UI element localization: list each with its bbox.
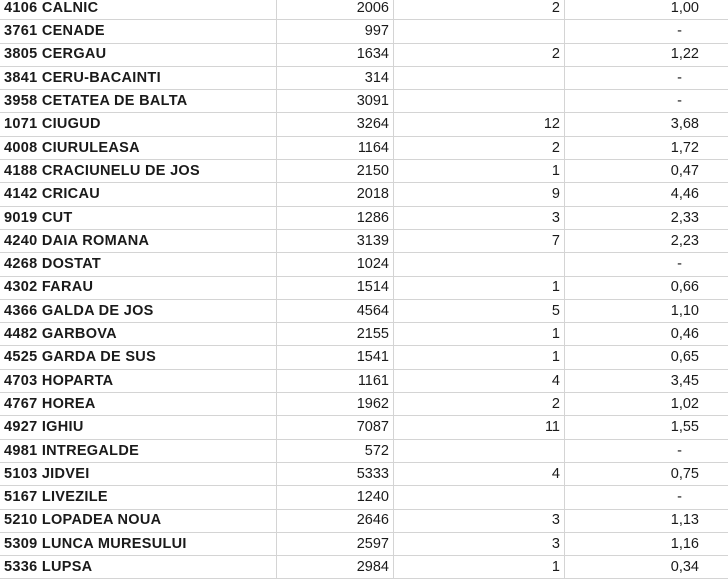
population-cell[interactable]: 1634 (277, 44, 394, 66)
locality-cell[interactable] (0, 0, 277, 19)
rate-cell[interactable]: 3,45 (670, 372, 699, 389)
locality-code: 4767 (4, 395, 38, 412)
table-row (0, 486, 728, 509)
locality-cell[interactable] (0, 416, 277, 438)
table-row (0, 393, 728, 416)
locality-cell[interactable] (0, 44, 277, 66)
table-row (0, 440, 728, 463)
cases-cell[interactable] (394, 440, 565, 462)
locality-cell[interactable] (0, 346, 277, 368)
population-cell[interactable]: 1514 (277, 277, 394, 299)
rate-cell[interactable]: 0,65 (670, 349, 699, 366)
locality-cell[interactable] (0, 486, 277, 508)
locality-cell[interactable] (0, 370, 277, 392)
table-row (0, 44, 728, 67)
rate-cell[interactable]: 1,16 (670, 535, 699, 552)
table-row (0, 370, 728, 393)
cases-cell[interactable]: 3 (394, 533, 565, 555)
locality-code: 5336 (4, 559, 38, 576)
locality-cell[interactable] (0, 393, 277, 415)
table-row (0, 230, 728, 253)
locality-name: CIURULEASA (41, 139, 140, 156)
locality-name: IGHIU (41, 419, 84, 436)
cases-cell[interactable]: 4 (394, 463, 565, 485)
rate-cell[interactable]: 0,66 (670, 279, 699, 296)
rate-cell[interactable]: 2,23 (670, 232, 699, 249)
rate-cell[interactable]: 0,47 (670, 162, 699, 179)
cases-cell[interactable]: 1 (394, 346, 565, 368)
cases-cell[interactable] (394, 253, 565, 275)
table-row (0, 183, 728, 206)
rate-cell[interactable]: 1,72 (670, 139, 699, 156)
locality-name: LUPSA (41, 559, 93, 576)
locality-code: 4525 (4, 349, 38, 366)
population-cell[interactable]: 2984 (277, 556, 394, 578)
locality-name: LOPADEA NOUA (41, 512, 162, 529)
locality-cell[interactable] (0, 67, 277, 89)
locality-cell[interactable] (0, 113, 277, 135)
locality-cell[interactable] (0, 277, 277, 299)
cases-cell[interactable]: 1 (394, 160, 565, 182)
locality-name: LUNCA MURESULUI (41, 535, 187, 552)
locality-name: CENADE (41, 23, 105, 40)
population-cell[interactable]: 1286 (277, 207, 394, 229)
locality-code: 9019 (4, 209, 38, 226)
locality-code: 4106 (4, 0, 38, 16)
cases-cell[interactable]: 3 (394, 207, 565, 229)
rate-cell[interactable]: - (677, 69, 682, 86)
cases-cell[interactable]: 4 (394, 370, 565, 392)
population-cell[interactable]: 997 (277, 20, 394, 42)
cases-cell[interactable]: 1 (394, 556, 565, 578)
cases-cell[interactable]: 2 (394, 393, 565, 415)
cases-cell[interactable]: 1 (394, 277, 565, 299)
table-row (0, 90, 728, 113)
locality-cell[interactable] (0, 510, 277, 532)
population-cell[interactable]: 1024 (277, 253, 394, 275)
population-cell[interactable]: 3091 (277, 90, 394, 112)
table-row (0, 67, 728, 90)
locality-name: JIDVEI (41, 465, 90, 482)
locality-name: CALNIC (41, 0, 99, 16)
cases-cell[interactable]: 11 (394, 416, 565, 438)
locality-cell[interactable] (0, 20, 277, 42)
population-cell[interactable]: 572 (277, 440, 394, 462)
population-cell[interactable]: 1164 (277, 137, 394, 159)
rate-cell[interactable]: 0,75 (670, 465, 699, 482)
locality-name: CERU-BACAINTI (41, 69, 161, 86)
table-row (0, 277, 728, 300)
population-cell[interactable]: 3264 (277, 113, 394, 135)
cases-cell[interactable] (394, 486, 565, 508)
table-row (0, 416, 728, 439)
cases-cell[interactable] (394, 67, 565, 89)
locality-code: 4981 (4, 442, 38, 459)
locality-cell[interactable] (0, 137, 277, 159)
table-row (0, 113, 728, 136)
locality-name: CERGAU (41, 46, 107, 63)
table-row (0, 207, 728, 230)
locality-name: DAIA ROMANA (41, 232, 150, 249)
table-row (0, 533, 728, 556)
table-row (0, 300, 728, 323)
rate-cell[interactable]: - (677, 23, 682, 40)
population-cell[interactable]: 2646 (277, 510, 394, 532)
locality-name: GALDA DE JOS (41, 302, 154, 319)
table-row (0, 20, 728, 43)
cases-cell[interactable]: 9 (394, 183, 565, 205)
locality-cell[interactable] (0, 230, 277, 252)
population-cell[interactable]: 5333 (277, 463, 394, 485)
locality-code: 4188 (4, 162, 38, 179)
population-cell[interactable]: 2155 (277, 323, 394, 345)
rate-cell[interactable]: 1,00 (670, 0, 699, 16)
population-cell[interactable]: 7087 (277, 416, 394, 438)
rate-cell[interactable]: - (677, 489, 682, 506)
rate-cell[interactable]: 1,10 (670, 302, 699, 319)
cases-cell[interactable]: 3 (394, 510, 565, 532)
locality-name: LIVEZILE (41, 489, 108, 506)
locality-cell[interactable] (0, 160, 277, 182)
rate-cell[interactable]: 2,33 (670, 209, 699, 226)
cases-cell[interactable]: 1 (394, 323, 565, 345)
locality-code: 5210 (4, 512, 38, 529)
locality-name: GARBOVA (41, 326, 117, 343)
locality-code: 4240 (4, 232, 38, 249)
population-cell[interactable]: 2150 (277, 160, 394, 182)
locality-name: DOSTAT (41, 256, 102, 273)
locality-code: 3958 (4, 93, 38, 110)
locality-code: 5167 (4, 489, 38, 506)
cases-cell[interactable]: 2 (394, 44, 565, 66)
locality-cell[interactable] (0, 463, 277, 485)
cases-cell[interactable] (394, 90, 565, 112)
population-cell[interactable]: 2006 (277, 0, 394, 19)
locality-name: FARAU (41, 279, 94, 296)
locality-name: HOREA (41, 395, 96, 412)
locality-name: INTREGALDE (41, 442, 140, 459)
cases-cell[interactable] (394, 20, 565, 42)
locality-name: GARDA DE SUS (41, 349, 157, 366)
locality-cell[interactable] (0, 207, 277, 229)
population-cell[interactable]: 4564 (277, 300, 394, 322)
table-row (0, 137, 728, 160)
table-row (0, 556, 728, 579)
rate-cell[interactable]: - (677, 256, 682, 273)
locality-name: CETATEA DE BALTA (41, 93, 188, 110)
rate-cell[interactable]: 1,55 (670, 419, 699, 436)
locality-code: 4268 (4, 256, 38, 273)
population-cell[interactable]: 2597 (277, 533, 394, 555)
rate-cell[interactable]: 3,68 (670, 116, 699, 133)
rate-cell[interactable]: 1,13 (670, 512, 699, 529)
table-row (0, 346, 728, 369)
rate-cell[interactable]: 4,46 (670, 186, 699, 203)
locality-name: CRACIUNELU DE JOS (41, 162, 200, 179)
table-row (0, 323, 728, 346)
rate-cell[interactable]: - (677, 442, 682, 459)
locality-cell[interactable] (0, 556, 277, 578)
table-row (0, 0, 728, 20)
rate-cell[interactable]: 0,46 (670, 326, 699, 343)
cases-cell[interactable]: 2 (394, 0, 565, 19)
locality-cell[interactable] (0, 90, 277, 112)
locality-code: 4302 (4, 279, 38, 296)
locality-code: 3805 (4, 46, 38, 63)
rate-cell[interactable]: - (677, 93, 682, 110)
locality-cell[interactable] (0, 300, 277, 322)
locality-code: 3761 (4, 23, 38, 40)
rate-cell[interactable]: 0,34 (670, 559, 699, 576)
locality-code: 4366 (4, 302, 38, 319)
rate-cell[interactable]: 1,02 (670, 395, 699, 412)
locality-cell[interactable] (0, 533, 277, 555)
locality-code: 4927 (4, 419, 38, 436)
population-cell[interactable]: 3139 (277, 230, 394, 252)
locality-code: 5309 (4, 535, 38, 552)
locality-code: 4482 (4, 326, 38, 343)
locality-code: 3841 (4, 69, 38, 86)
locality-cell[interactable] (0, 253, 277, 275)
locality-code: 4008 (4, 139, 38, 156)
locality-cell[interactable] (0, 440, 277, 462)
locality-code: 4142 (4, 186, 38, 203)
table-row (0, 510, 728, 533)
population-cell[interactable]: 1962 (277, 393, 394, 415)
locality-code: 1071 (4, 116, 38, 133)
locality-name: CRICAU (41, 186, 100, 203)
population-cell[interactable]: 2018 (277, 183, 394, 205)
locality-cell[interactable] (0, 323, 277, 345)
table-row (0, 253, 728, 276)
locality-code: 5103 (4, 465, 38, 482)
locality-code: 4703 (4, 372, 38, 389)
cases-cell[interactable]: 5 (394, 300, 565, 322)
locality-cell[interactable] (0, 183, 277, 205)
population-cell[interactable]: 1541 (277, 346, 394, 368)
population-cell[interactable]: 314 (277, 67, 394, 89)
cases-cell[interactable]: 2 (394, 137, 565, 159)
locality-name: CIUGUD (41, 116, 101, 133)
table-row (0, 463, 728, 486)
rate-cell[interactable]: 1,22 (670, 46, 699, 63)
table-row (0, 160, 728, 183)
cases-cell[interactable]: 7 (394, 230, 565, 252)
population-cell[interactable]: 1161 (277, 370, 394, 392)
locality-name: HOPARTA (41, 372, 114, 389)
population-cell[interactable]: 1240 (277, 486, 394, 508)
locality-name: CUT (41, 209, 73, 226)
cases-cell[interactable]: 12 (394, 113, 565, 135)
